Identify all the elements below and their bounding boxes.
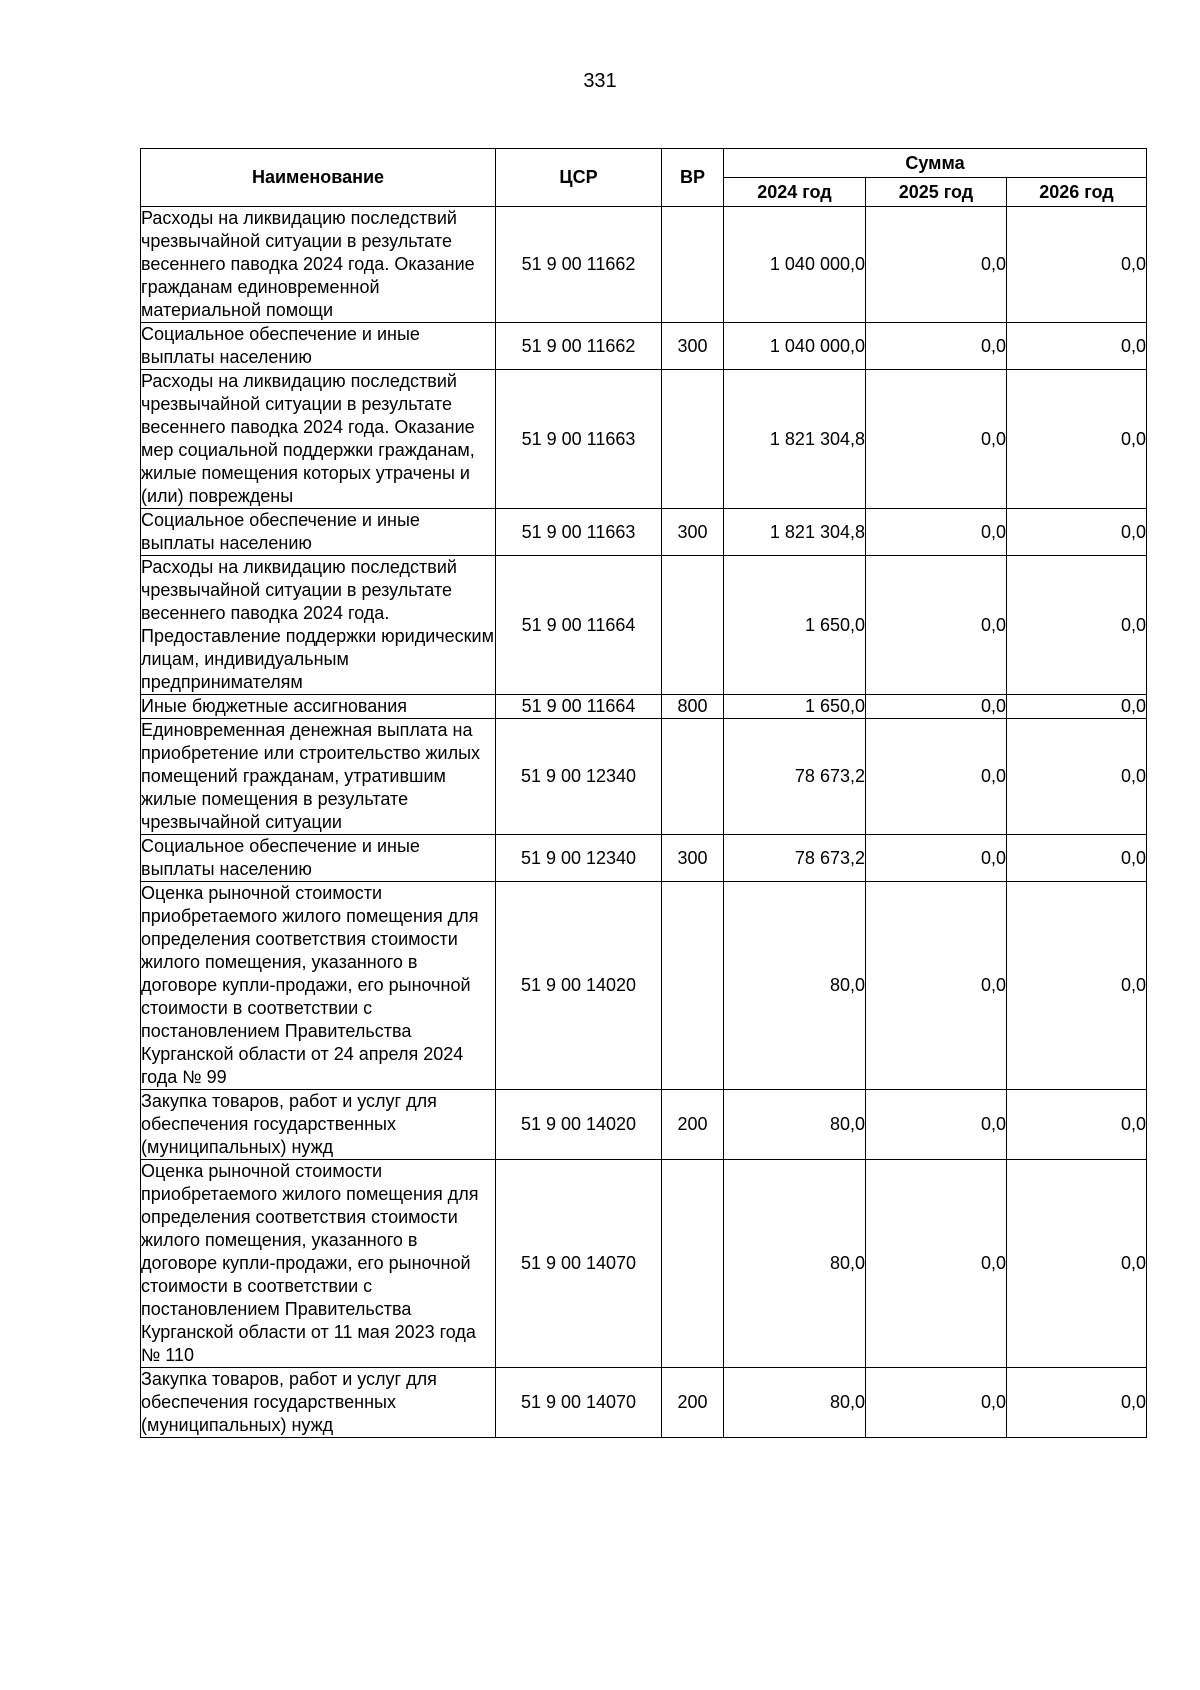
table-row bbox=[141, 509, 1147, 556]
row-csr: 51 9 00 14020 bbox=[496, 1090, 662, 1160]
row-csr: 51 9 00 11662 bbox=[496, 323, 662, 370]
row-sum-2025: 0,0 bbox=[866, 882, 1007, 1090]
row-vr: 300 bbox=[662, 835, 724, 882]
table-row bbox=[141, 323, 1147, 370]
row-sum-2024: 78 673,2 bbox=[724, 835, 866, 882]
row-vr bbox=[662, 1160, 724, 1368]
row-sum-2026: 0,0 bbox=[1007, 323, 1147, 370]
row-sum-2026: 0,0 bbox=[1007, 370, 1147, 509]
row-sum-2025: 0,0 bbox=[866, 695, 1007, 719]
row-name: Социальное обеспечение и иные выплаты населению bbox=[141, 323, 496, 370]
row-sum-2026: 0,0 bbox=[1007, 556, 1147, 695]
page-number: 331 bbox=[583, 70, 617, 92]
budget-table bbox=[140, 148, 1147, 1438]
row-sum-2024: 1 040 000,0 bbox=[724, 207, 866, 323]
row-name: Расходы на ликвидацию последствий чрезвычайной ситуации в результате весеннего паводка 2024 года. Предоставление поддержки юридическим лицам, индивидуальным предпринимателям bbox=[141, 556, 496, 695]
row-vr bbox=[662, 207, 724, 323]
header-name: Наименование bbox=[141, 149, 496, 207]
row-vr bbox=[662, 719, 724, 835]
table-row bbox=[141, 1090, 1147, 1160]
header-vr: ВР bbox=[662, 149, 724, 207]
row-name: Социальное обеспечение и иные выплаты населению bbox=[141, 509, 496, 556]
row-sum-2026: 0,0 bbox=[1007, 835, 1147, 882]
table-row bbox=[141, 695, 1147, 719]
table-row bbox=[141, 1160, 1147, 1368]
header-year-2024: 2024 год bbox=[724, 178, 866, 207]
row-sum-2024: 1 650,0 bbox=[724, 556, 866, 695]
table-row bbox=[141, 719, 1147, 835]
row-csr: 51 9 00 12340 bbox=[496, 719, 662, 835]
row-sum-2025: 0,0 bbox=[866, 719, 1007, 835]
row-sum-2024: 80,0 bbox=[724, 1160, 866, 1368]
row-sum-2025: 0,0 bbox=[866, 556, 1007, 695]
row-sum-2024: 1 040 000,0 bbox=[724, 323, 866, 370]
row-csr: 51 9 00 14020 bbox=[496, 882, 662, 1090]
row-sum-2025: 0,0 bbox=[866, 509, 1007, 556]
row-name: Закупка товаров, работ и услуг для обеспечения государственных (муниципальных) нужд bbox=[141, 1090, 496, 1160]
row-name: Закупка товаров, работ и услуг для обеспечения государственных (муниципальных) нужд bbox=[141, 1368, 496, 1438]
table-row bbox=[141, 556, 1147, 695]
table-row bbox=[141, 835, 1147, 882]
row-sum-2025: 0,0 bbox=[866, 323, 1007, 370]
row-csr: 51 9 00 12340 bbox=[496, 835, 662, 882]
table-row bbox=[141, 207, 1147, 323]
row-sum-2025: 0,0 bbox=[866, 370, 1007, 509]
table-row bbox=[141, 882, 1147, 1090]
row-sum-2026: 0,0 bbox=[1007, 1368, 1147, 1438]
row-name: Социальное обеспечение и иные выплаты населению bbox=[141, 835, 496, 882]
row-vr: 300 bbox=[662, 509, 724, 556]
header-year-2026: 2026 год bbox=[1007, 178, 1147, 207]
row-sum-2025: 0,0 bbox=[866, 835, 1007, 882]
row-sum-2026: 0,0 bbox=[1007, 207, 1147, 323]
row-vr: 300 bbox=[662, 323, 724, 370]
row-name: Иные бюджетные ассигнования bbox=[141, 695, 496, 719]
row-name: Оценка рыночной стоимости приобретаемого жилого помещения для определения соответствия стоимости жилого помещения, указанного в договоре купли-продажи, его рыночной стоимости в соответствии с постановлением Правительства Курганской области от 24 апреля 2024 года № 99 bbox=[141, 882, 496, 1090]
row-sum-2024: 80,0 bbox=[724, 1368, 866, 1438]
row-name: Расходы на ликвидацию последствий чрезвычайной ситуации в результате весеннего паводка 2024 года. Оказание мер социальной поддержки гражданам, жилые помещения которых утрачены и (или) повреждены bbox=[141, 370, 496, 509]
table-row bbox=[141, 370, 1147, 509]
row-csr: 51 9 00 11663 bbox=[496, 370, 662, 509]
row-sum-2025: 0,0 bbox=[866, 1090, 1007, 1160]
row-vr: 200 bbox=[662, 1090, 724, 1160]
row-sum-2026: 0,0 bbox=[1007, 1090, 1147, 1160]
row-csr: 51 9 00 14070 bbox=[496, 1368, 662, 1438]
row-sum-2024: 78 673,2 bbox=[724, 719, 866, 835]
row-vr: 800 bbox=[662, 695, 724, 719]
row-sum-2024: 80,0 bbox=[724, 882, 866, 1090]
row-name: Единовременная денежная выплата на приобретение или строительство жилых помещений гражданам, утратившим жилые помещения в результате чрезвычайной ситуации bbox=[141, 719, 496, 835]
header-sum: Сумма bbox=[724, 149, 1147, 178]
row-vr bbox=[662, 370, 724, 509]
table-row bbox=[141, 1368, 1147, 1438]
row-sum-2026: 0,0 bbox=[1007, 719, 1147, 835]
row-vr bbox=[662, 556, 724, 695]
row-name: Оценка рыночной стоимости приобретаемого жилого помещения для определения соответствия стоимости жилого помещения, указанного в договоре купли-продажи, его рыночной стоимости в соответствии с постановлением Правительства Курганской области от 11 мая 2023 года № 110 bbox=[141, 1160, 496, 1368]
row-sum-2025: 0,0 bbox=[866, 207, 1007, 323]
row-csr: 51 9 00 11664 bbox=[496, 695, 662, 719]
row-sum-2024: 80,0 bbox=[724, 1090, 866, 1160]
row-sum-2026: 0,0 bbox=[1007, 509, 1147, 556]
row-sum-2026: 0,0 bbox=[1007, 1160, 1147, 1368]
row-sum-2024: 1 821 304,8 bbox=[724, 370, 866, 509]
row-vr: 200 bbox=[662, 1368, 724, 1438]
header-year-2025: 2025 год bbox=[866, 178, 1007, 207]
row-sum-2026: 0,0 bbox=[1007, 695, 1147, 719]
table-header bbox=[141, 149, 1147, 207]
row-sum-2024: 1 821 304,8 bbox=[724, 509, 866, 556]
header-csr: ЦСР bbox=[496, 149, 662, 207]
row-csr: 51 9 00 11663 bbox=[496, 509, 662, 556]
row-sum-2026: 0,0 bbox=[1007, 882, 1147, 1090]
row-csr: 51 9 00 11662 bbox=[496, 207, 662, 323]
row-vr bbox=[662, 882, 724, 1090]
row-csr: 51 9 00 11664 bbox=[496, 556, 662, 695]
row-name: Расходы на ликвидацию последствий чрезвычайной ситуации в результате весеннего паводка 2024 года. Оказание гражданам единовременной материальной помощи bbox=[141, 207, 496, 323]
row-sum-2025: 0,0 bbox=[866, 1160, 1007, 1368]
row-sum-2025: 0,0 bbox=[866, 1368, 1007, 1438]
row-csr: 51 9 00 14070 bbox=[496, 1160, 662, 1368]
row-sum-2024: 1 650,0 bbox=[724, 695, 866, 719]
